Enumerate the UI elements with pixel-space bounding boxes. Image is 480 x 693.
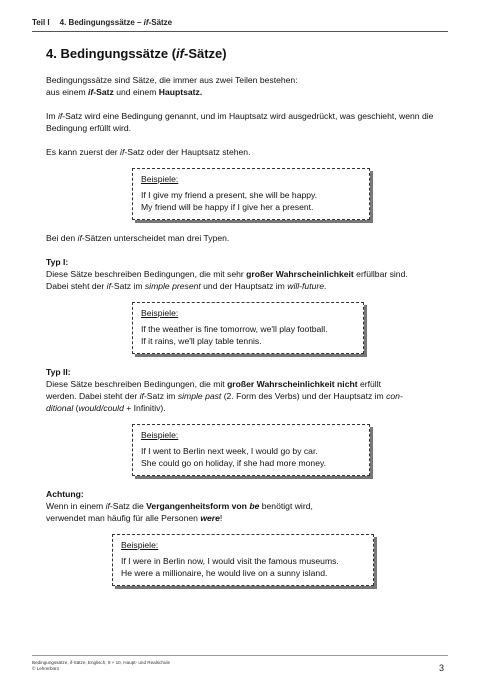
example-box-2-line2: If it rains, we'll play table tennis. [141, 336, 262, 346]
achtung-heading [46, 488, 440, 500]
example-box-2-label: Beispiele: [141, 308, 179, 318]
para2-if: if [57, 111, 63, 121]
typ2-l2-mid2: (2. Form des Verbs) und der Hauptsatz im [221, 391, 387, 401]
typ2-l2-italic2: con- [386, 391, 403, 401]
achtung-l1-if: if [105, 501, 110, 511]
footer-line1: Bedingungssätze, if-Sätze, Englisch, 9 + 10, Haupt- und Realschule [32, 660, 171, 665]
achtung-line1 [46, 500, 440, 512]
typ2-line1 [46, 378, 440, 390]
typ2-l2-mid: -Satz im [143, 391, 178, 401]
typ2-l2-italic1: simple past [177, 391, 222, 401]
page-title [46, 46, 440, 62]
para2-rest: -Satz wird eine Bedingung genannt, und im Hauptsatz wird ausgedrückt, was geschieht, wenn die Bedingung erfüllt wird. [46, 111, 434, 133]
typ1-line2 [46, 280, 440, 292]
intro-line1: Bedingungssätze sind Sätze, die immer aus zwei Teilen bestehen: [46, 75, 298, 85]
typ2-line3 [46, 402, 440, 414]
typ2-l2-pre: werden. Dabei steht der [46, 391, 140, 401]
example-box-3 [132, 424, 370, 476]
typ2-l3-end: + Infinitiv). [123, 403, 166, 413]
title-main: 4. Bedingungssätze ( [46, 46, 177, 61]
typ2-l1-post: erfüllt [357, 379, 381, 389]
para4-pre: Bei den [46, 233, 78, 243]
example-box-1 [132, 168, 370, 220]
para4-if: if [77, 233, 82, 243]
page-footer [32, 660, 170, 672]
example-box-4-line1: If I were in Berlin now, I would visit the famous museums. [121, 556, 339, 566]
header-part: Teil I [32, 18, 50, 27]
typ2-l3-italic2: would/could [78, 403, 124, 413]
achtung-l2-pre: verwendet man häufig für alle Personen [46, 513, 201, 523]
typ1-l2-italic1: simple present [144, 281, 201, 291]
achtung-l1-pre: Wenn in einem [46, 501, 106, 511]
example-box-1-line1: If I give my friend a present, she will be happy. [141, 190, 318, 200]
page-content [46, 46, 440, 598]
achtung-l1-bold-italic: be [249, 501, 260, 511]
typ1-heading-text: Typ I: [46, 257, 69, 267]
example-box-4-label: Beispiele: [121, 540, 159, 550]
example-box-2 [132, 302, 364, 354]
typ1-l2-if: if [106, 281, 111, 291]
typ2-l1-pre: Diese Sätze beschreiben Bedingungen, die mit [46, 379, 228, 389]
para3-pre: Es kann zuerst der [46, 147, 121, 157]
achtung-l2-end: ! [219, 513, 223, 523]
typ2-l3-italic: ditional [46, 403, 74, 413]
achtung-l1-post: benötigt wird, [259, 501, 313, 511]
achtung-l1-bold: Vergangenheitsform von [146, 501, 250, 511]
example-box-2-line1: If the weather is fine tomorrow, we'll play football. [141, 324, 328, 334]
para4-rest: -Sätzen unterscheidet man drei Typen. [81, 233, 230, 243]
header-divider [32, 31, 448, 32]
typ2-line2 [46, 390, 440, 402]
intro-line2 [46, 86, 440, 98]
typ1-l1-pre: Diese Sätze beschreiben Bedingungen, die mit sehr [46, 269, 247, 279]
achtung-heading-text: Achtung: [46, 489, 84, 499]
footer-divider [32, 655, 448, 656]
typ2-l3-mid: ( [73, 403, 79, 413]
achtung-line2 [46, 512, 440, 524]
intro-line2-bold2: Hauptsatz. [158, 87, 203, 97]
header-chapter: 4. Bedingungssätze – [59, 18, 142, 27]
intro-line2-pre: aus einem [46, 87, 89, 97]
example-box-1-line2: My friend will be happy if I give her a present. [141, 202, 314, 212]
intro-line2-if: if [88, 87, 94, 97]
typ1-l1-post: erfüllbar sind. [353, 269, 408, 279]
typ1-heading [46, 256, 440, 268]
typ2-l1-bold: großer Wahrscheinlichkeit nicht [227, 379, 358, 389]
typ2-heading-text: Typ II: [46, 367, 71, 377]
paragraph-definition [46, 110, 440, 134]
paragraph-order [46, 146, 440, 158]
typ1-l2-end: . [324, 281, 327, 291]
page-number: 3 [438, 663, 444, 673]
header-chapter-end: -Sätze [148, 18, 173, 27]
typ1-l2-mid: -Satz im [110, 281, 145, 291]
intro-line2-bold1: -Satz [93, 87, 114, 97]
example-box-3-label: Beispiele: [141, 430, 179, 440]
page-header [32, 18, 448, 27]
achtung-l2-bold-italic: were [200, 513, 220, 523]
example-box-1-label: Beispiele: [141, 174, 179, 184]
example-box-4-line2: He were a millionaire, he would live on a sunny island. [121, 568, 328, 578]
header-chapter-if: if [143, 18, 149, 27]
example-box-3-line2: She could go on holiday, if she had more money. [141, 458, 327, 468]
footer-copyright: © Lehrerbüro [32, 666, 60, 671]
typ2-heading [46, 366, 440, 378]
typ1-l2-italic2: will-future [287, 281, 325, 291]
intro-line2-mid: und einem [113, 87, 159, 97]
paragraph-types [46, 232, 440, 244]
example-box-3-line1: If I went to Berlin next week, I would go by car. [141, 446, 318, 456]
typ1-l2-mid2: und der Hauptsatz im [200, 281, 288, 291]
achtung-l1-mid: -Satz die [109, 501, 147, 511]
example-box-4 [112, 534, 374, 586]
typ1-l1-bold: großer Wahrscheinlichkeit [246, 269, 354, 279]
typ1-l2-pre: Dabei steht der [46, 281, 107, 291]
para2-pre: Im [46, 111, 58, 121]
para3-rest: -Satz oder der Hauptsatz stehen. [124, 147, 251, 157]
typ2-l2-if: if [139, 391, 144, 401]
typ1-line1 [46, 268, 440, 280]
title-end: -Sätze) [183, 46, 227, 61]
para3-if: if [120, 147, 125, 157]
title-if: if [176, 46, 184, 61]
